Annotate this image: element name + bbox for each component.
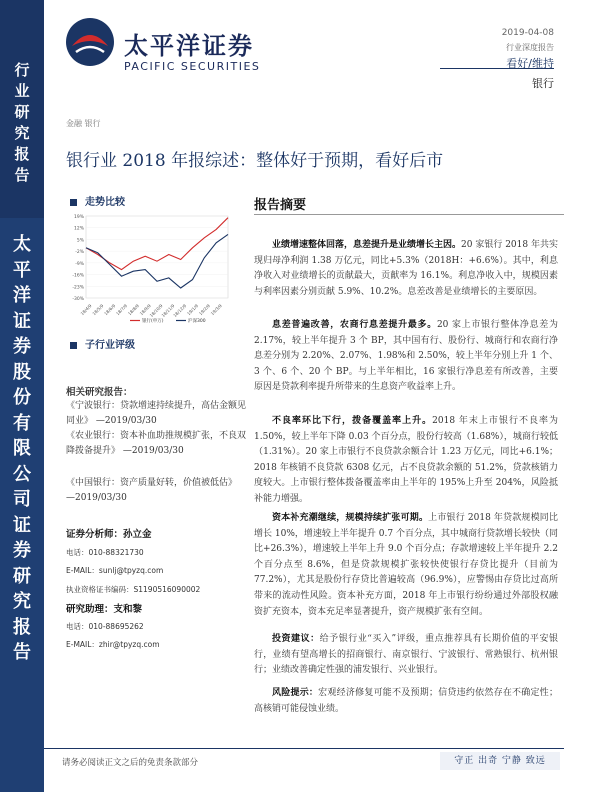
related-report-1[interactable]: 《宁波银行：贷款增速持续提升，高估金额见同业》 —2019/03/30: [66, 401, 247, 426]
chart-x-tick-label: 18/11/9: [160, 303, 176, 319]
company-motto: 守正 出奇 宁静 致远: [440, 752, 560, 770]
report-kind: 行业深度报告: [506, 43, 554, 52]
chart-x-tick-label: 18/4/9: [79, 303, 93, 317]
summary-paragraph-1: 业绩增速整体回落，息差提升是业绩增长主因。20 家银行 2018 年共实现归母净利润 1.38 万亿元，同比+5.3%（2018H：+6.6%）。其中，利息净收入对业绩增长的贡献最大，贡献率为 16.1%。利息净收入中，规模因素与利率因素分别贡献 5.9%、10.2%。息差改善是业绩增长的主要原因。: [254, 240, 558, 297]
sidebar-company-char: 份: [13, 387, 31, 408]
sidebar-company-char: 限: [13, 438, 31, 459]
sidebar-company-char: 有: [13, 412, 31, 434]
chart-x-tick-label: 18/10/9: [148, 303, 164, 319]
sidebar-company-char: 证: [13, 310, 31, 332]
summary-heading: 报告摘要: [254, 198, 307, 213]
chart-x-tick-label: 18/6/9: [103, 303, 117, 317]
trend-heading: 走势比较: [70, 193, 125, 208]
chart-legend-label: 银行(申万): [142, 319, 164, 324]
left-sidebar: [0, 0, 44, 792]
analyst-phone: 电话：010-88321730: [66, 548, 144, 557]
chart-x-tick-label: 18/8/9: [126, 303, 140, 317]
sidebar-company-char: 告: [13, 642, 31, 663]
chart-x-tick-label: 19/3/9: [209, 303, 223, 317]
chart-x-tick-label: 18/5/9: [91, 303, 105, 317]
brand-name-cn: 太平洋证券: [124, 32, 254, 60]
chart-y-tick-label: -9%: [75, 261, 84, 267]
breadcrumb: 金融 银行: [66, 119, 101, 128]
assistant-email[interactable]: E-MAIL：zhir@tpyzq.com: [66, 640, 160, 649]
summary-paragraph-2: 息差普遍改善，农商行息差提升最多。20 家上市银行整体净息差为 2.17%，较上半年提升 3 个 BP，其中国有行、股份行、城商行和农商行净息差分别为 2.20%、2.07%、1.98%和 2.50%，较上半年分别上升 1 个、3 个、6 个、20 个 BP。与上半年相比，16 家银行净息差有所改善，主要原因是贷款利率提升所带来的生息资产收益率上升。: [254, 320, 558, 393]
chart-x-tick-label: 19/2/9: [197, 303, 211, 317]
risk-warning: 风险提示：宏观经济修复可能不及预期；信贷违约依然存在不确定性；高核销可能侵蚀业绩。: [254, 688, 558, 714]
subindustry-rating-heading: 子行业评级: [70, 336, 135, 351]
sidebar-report-type-char: 告: [14, 166, 30, 184]
chart-legend-label: 沪深300: [188, 319, 206, 324]
sidebar-company-char: 股: [13, 361, 31, 383]
sidebar-report-type-char: 行: [14, 61, 30, 79]
chart-x-tick-label: 18/9/9: [138, 303, 152, 317]
footer-divider: [44, 748, 564, 749]
sidebar-company-char: 太: [13, 234, 31, 255]
related-report-2[interactable]: 《农业银行：资本补血助推规模扩张，不良双降拨备提升》 —2019/03/30: [66, 431, 247, 456]
pacific-securities-logo: [64, 16, 116, 68]
page-title: 银行业 2018 年报综述：整体好于预期，看好后市: [66, 151, 444, 171]
sidebar-company-char: 券: [13, 336, 31, 357]
sidebar-company-char: 研: [13, 565, 31, 587]
summary-paragraph-3: 不良率环比下行，拨备覆盖率上升。2018 年末上市银行不良率为 1.50%，较上半年下降 0.03 个百分点，股份行较高（1.68%），城商行较低（1.31%）。20 家上市银行不良贷款余额合计 1.23 万亿元，同比+6.1%；2018 年核销不良贷款 6308 亿元，占不良贷款余额的 51.2%，贷款核销力度较大。上市银行整体拨备覆盖率由上半年的 195%上升至 204%，风险抵补能力增强。: [254, 416, 558, 504]
analyst-email[interactable]: E-MAIL：sunlj@tpyzq.com: [66, 566, 164, 575]
analyst-name: 证券分析师：孙立金: [66, 529, 152, 540]
disclaimer-note: 请务必阅读正文之后的免责条款部分: [62, 758, 199, 768]
chart-y-tick-label: 12%: [73, 226, 84, 232]
sidebar-company-char: 平: [13, 259, 31, 281]
chart-y-tick-label: 19%: [73, 215, 84, 220]
sidebar-company-name: [0, 232, 44, 666]
investment-advice: 投资建议：给予银行业“买入”评级，重点推荐具有长期价值的平安银行，业绩有望高增长的招商银行、南京银行、宁波银行、常熟银行、杭州银行；业绩改善确定性强的浦发银行、兴业银行。: [254, 634, 558, 676]
chart-y-tick-label: -2%: [75, 250, 84, 256]
sidebar-report-type-char: 究: [14, 124, 30, 142]
sidebar-company-char: 公: [13, 463, 31, 485]
license-number: 执业资格证书编码：S1190516090002: [66, 585, 201, 594]
summary-divider: [254, 214, 564, 215]
summary-paragraph-4: 资本补充潮继续，规模持续扩张可期。上市银行 2018 年贷款规模同比增长 10%，增速较上半年提升 0.7 个百分点，其中城商行贷款增长较快（同比+26.3%），增速较上半年上升 9.0 个百分点；存款增速较上半年提升 2.2 个百分点至 8.6%，但是贷款规模扩张较快使银行存贷比提升（目前为 77.2%），尤其是股份行存贷比普遍较高（96.9%），应警惕由存贷比过高所带来的流动性风险。资本补充方面，2018 年上市银行纷纷通过外部股权融资扩充资本，资本充足率显著提升，资产规模扩张有空间。: [254, 513, 558, 617]
chart-y-tick-label: -30%: [72, 297, 84, 302]
header-divider: [440, 68, 554, 69]
chart-y-tick-label: -16%: [72, 273, 84, 279]
sidebar-company-char: 券: [13, 540, 31, 561]
sidebar-company-char: 报: [13, 616, 31, 638]
trend-chart: [68, 210, 238, 330]
brand-name-en: PACIFIC SECURITIES: [124, 60, 261, 73]
chart-x-tick-label: 18/12/9: [172, 303, 188, 319]
assistant-name: 研究助理：支和黎: [66, 604, 143, 615]
related-report-3[interactable]: 《中国银行：资产质量好转，价值被低估》 —2019/03/30: [66, 478, 238, 503]
sidebar-company-char: 洋: [13, 285, 31, 306]
sidebar-report-type-char: 业: [14, 82, 30, 100]
sidebar-company-char: 究: [13, 591, 31, 612]
sidebar-report-type: [0, 60, 44, 186]
chart-frame: [86, 216, 228, 298]
sidebar-company-char: 证: [13, 514, 31, 536]
sector-label: 银行: [532, 77, 554, 90]
chart-x-tick-label: 18/7/9: [115, 303, 129, 317]
industry-rating: 看好/维持: [506, 57, 554, 70]
chart-x-tick-label: 19/1/9: [186, 303, 200, 317]
report-date: 2019-04-08: [501, 28, 554, 38]
sidebar-report-type-char: 报: [14, 145, 30, 163]
chart-y-tick-label: -23%: [72, 285, 84, 291]
sidebar-report-type-char: 研: [14, 103, 30, 121]
sidebar-company-char: 司: [13, 489, 31, 510]
related-reports-title: 相关研究报告：: [66, 387, 133, 398]
chart-y-tick-label: 5%: [76, 238, 84, 244]
assistant-phone: 电话：010-88695262: [66, 622, 144, 631]
